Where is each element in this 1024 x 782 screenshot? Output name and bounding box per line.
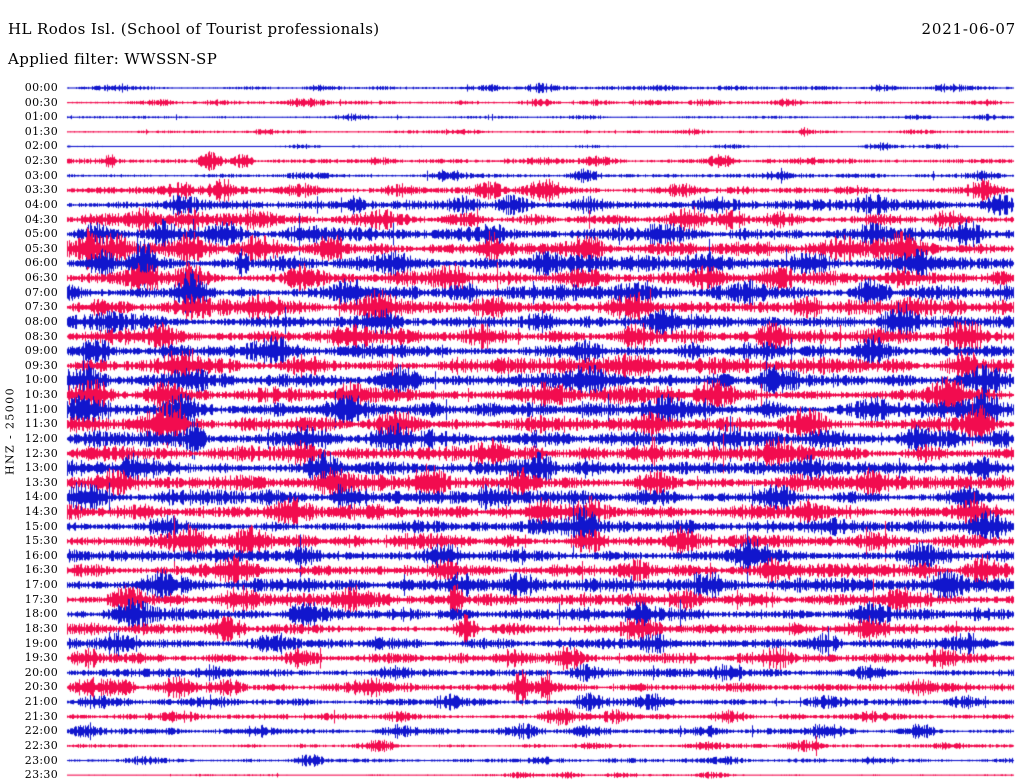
- time-label: 01:30: [24, 124, 58, 138]
- time-label: 08:30: [24, 329, 58, 343]
- time-label: 07:30: [24, 300, 58, 314]
- time-label: 14:30: [24, 504, 58, 518]
- time-label: 00:00: [24, 81, 58, 94]
- time-label: 12:00: [24, 431, 58, 445]
- time-label: 05:30: [24, 241, 58, 255]
- time-label: 06:00: [24, 256, 58, 270]
- time-label: 04:00: [24, 197, 58, 211]
- time-label: 19:30: [24, 651, 58, 665]
- time-label: 22:00: [24, 724, 58, 738]
- time-label: 09:00: [24, 344, 58, 358]
- time-label: 03:30: [24, 183, 58, 197]
- time-label: 04:30: [24, 212, 58, 226]
- time-label: 10:00: [24, 373, 58, 387]
- time-label: 19:00: [24, 636, 58, 650]
- time-label: 08:00: [24, 314, 58, 328]
- time-label: 13:30: [24, 475, 58, 489]
- time-label: 01:00: [24, 110, 58, 124]
- time-label: 06:30: [24, 271, 58, 285]
- time-label: 05:00: [24, 227, 58, 241]
- time-label: 02:00: [24, 139, 58, 153]
- time-label: 14:00: [24, 490, 58, 504]
- time-label: 15:30: [24, 534, 58, 548]
- time-label: 03:00: [24, 168, 58, 182]
- time-label: 07:00: [24, 285, 58, 299]
- time-label: 21:30: [24, 709, 58, 723]
- time-label: 16:00: [24, 548, 58, 562]
- time-label: 11:30: [24, 417, 58, 431]
- time-label: 09:30: [24, 358, 58, 372]
- time-label: 23:00: [24, 753, 58, 767]
- time-label: 17:00: [24, 578, 58, 592]
- time-label: 12:30: [24, 446, 58, 460]
- time-label: 13:00: [24, 461, 58, 475]
- time-label: 20:00: [24, 665, 58, 679]
- time-label: 00:30: [24, 95, 58, 109]
- time-label: 18:00: [24, 607, 58, 621]
- time-label: 22:30: [24, 738, 58, 752]
- time-label: 20:30: [24, 680, 58, 694]
- time-label: 21:00: [24, 695, 58, 709]
- time-label: 15:00: [24, 519, 58, 533]
- time-label: 16:30: [24, 563, 58, 577]
- time-label: 10:30: [24, 388, 58, 402]
- time-label: 18:30: [24, 621, 58, 635]
- time-label: 11:00: [24, 402, 58, 416]
- time-label: 02:30: [24, 154, 58, 168]
- time-label: 17:30: [24, 592, 58, 606]
- time-label: 23:30: [24, 768, 58, 782]
